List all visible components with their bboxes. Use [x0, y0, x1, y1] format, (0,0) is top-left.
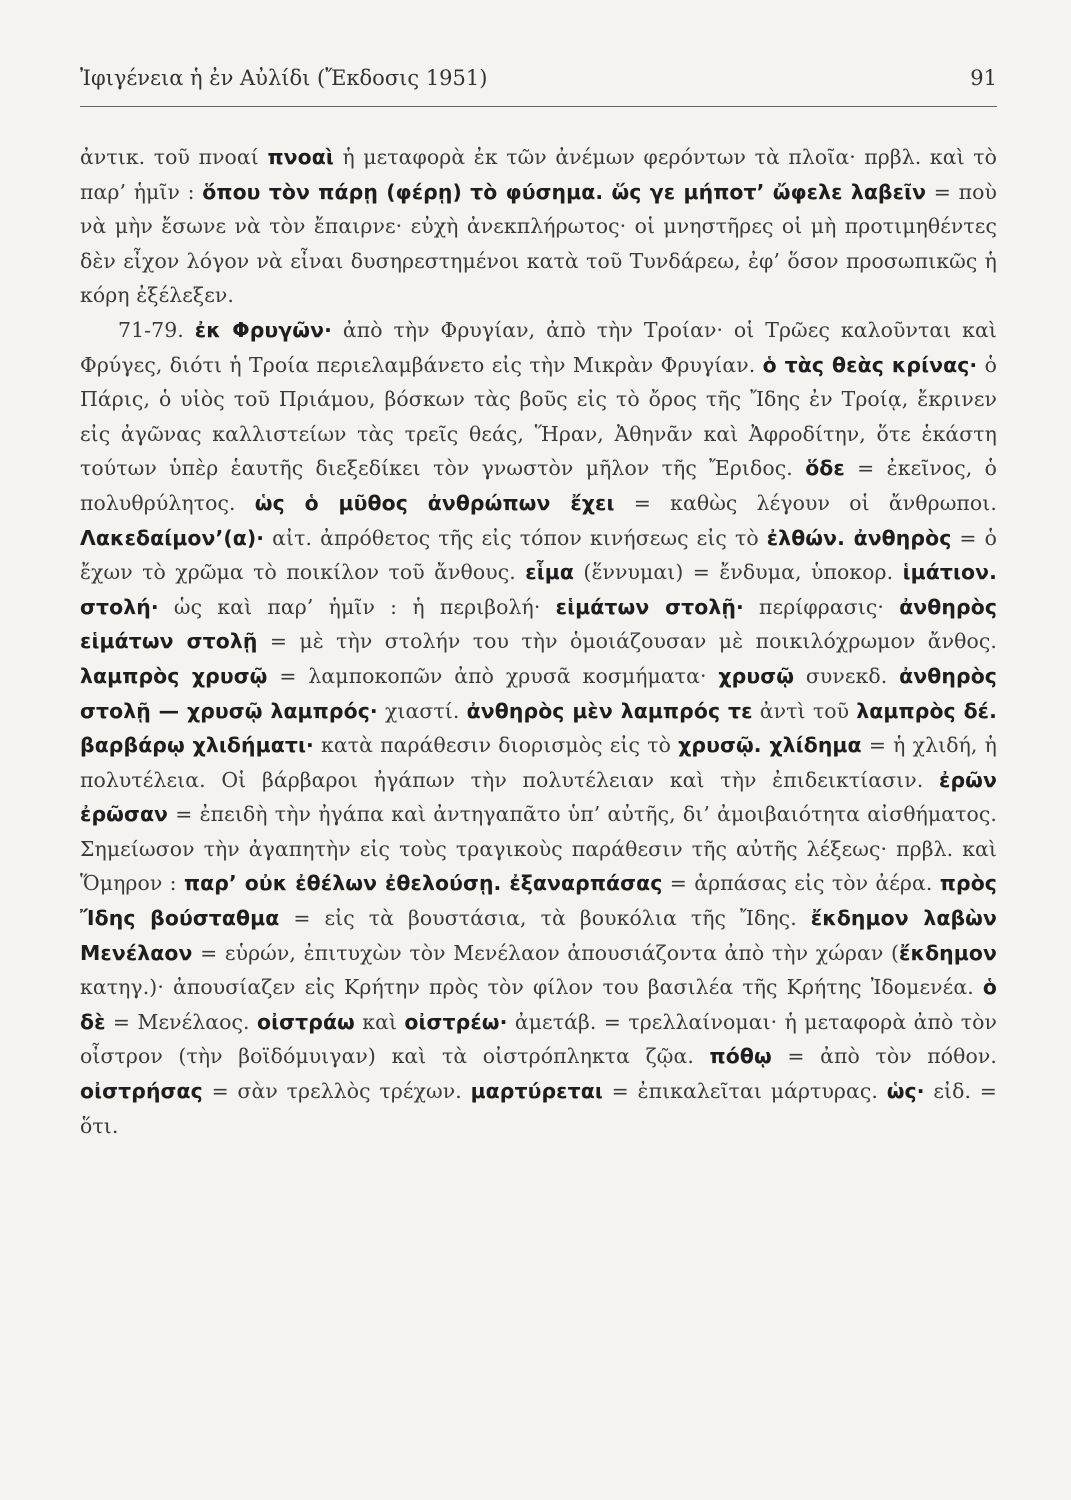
running-title: Ἰφιγένεια ἡ ἐν Αὐλίδι (Ἔκδοσις 1951) — [80, 66, 488, 90]
lemma: ἀνθηρὸς μὲν λαμπρός τε — [466, 698, 753, 723]
page-number: 91 — [970, 66, 997, 90]
lemma: ὡς· — [886, 1079, 925, 1104]
running-header — [80, 66, 997, 90]
lemma: χρυσῷ. χλίδημα — [678, 733, 862, 758]
lemma: παρ’ οὐκ ἐθέλων ἐθελούσῃ. ἐξαναρπάσας — [183, 871, 663, 896]
lemma: χρυσῷ — [718, 663, 795, 688]
lemma: οἰστρέω· — [404, 1009, 508, 1034]
lemma: εἱμάτων στολῇ· — [555, 594, 744, 619]
paragraph-2 — [80, 313, 997, 1143]
text-run: ἀντικ. τοῦ πνοαί — [80, 145, 268, 169]
text-run: ἀμετάβ. = τρελλαίνομαι· ἡ μεταφορὰ ἀπὸ τὸν οἶστρον (τὴν βοϊδόμυιγαν) καὶ τὰ οἰστρόπληκτα ζῷα. — [80, 1009, 997, 1069]
lemma: ἀνθηρὸς εἱμάτων στολῇ — [80, 594, 998, 654]
text-run: περίφρασις· — [743, 594, 900, 619]
text-run: καὶ — [354, 1009, 405, 1034]
text-run: αἰτ. ἀπρόθετος τῆς εἰς τόπον κινήσεως εἰς τὸ — [264, 525, 767, 550]
lemma: μαρτύρεται — [470, 1079, 603, 1104]
lemma: πόθῳ — [709, 1044, 772, 1069]
text-run: εἰδ. = ὅτι. — [80, 1079, 997, 1138]
text-run: 71-79. — [118, 317, 195, 342]
header-rule — [80, 106, 997, 107]
commentary-body — [80, 140, 997, 1143]
lemma: ἱμάτιον. στολή· — [80, 560, 997, 619]
text-run: ὁ Πάρις, ὁ υἱὸς τοῦ Πριάμου, βόσκων τὰς βοῦς εἰς τὸ ὄρος τῆς Ἴδης ἐν Τροίᾳ, ἔκρινεν εἰς ἀγῶνας καλλιστείων τὰς τρεῖς θεάς, Ἥραν, Ἀθηνᾶν καὶ Ἀφροδίτην, ὅτε ἑκάστη τούτων ὑπὲρ ἑαυτῆς διεξεδίκει τὸν γνωστὸν μῆλον τῆς Ἔριδος. — [80, 352, 997, 481]
lemma: ὡς ὁ μῦθος ἀνθρώπων ἔχει — [254, 490, 615, 515]
lemma: ὅπου τὸν πάρῃ (φέρῃ) τὸ φύσημα. ὥς γε μήποτ’ ὤφελε λαβεῖν — [202, 179, 927, 204]
lemma: οἰστρήσας — [80, 1079, 203, 1104]
text-run: = σὰν τρελλὸς τρέχων. — [202, 1079, 471, 1104]
text-run: = μὲ τὴν στολήν του τὴν ὁμοιάζουσαν μὲ ποικιλόχρωμον ἄνθος. — [257, 629, 997, 654]
lemma: πνοαὶ — [267, 145, 334, 169]
lemma: ἔκδημον — [899, 940, 997, 965]
lemma: ἀνθηρὸς στολῇ — χρυσῷ λαμπρός· — [80, 663, 997, 723]
lemma: ἐλθών. ἀνθηρὸς — [766, 525, 952, 550]
text-run: = καθὼς λέγουν οἱ ἄνθρωποι. — [614, 490, 997, 515]
text-run: συνεκδ. — [794, 663, 900, 688]
text-run: = ἡ χλιδή, ἡ πολυτέλεια. Οἱ βάρβαροι ἠγάπων τὴν πολυτέλειαν καὶ τὴν ἐπιδεικτίασιν. — [80, 733, 998, 792]
text-run: (ἕννυμαι) = ἔνδυμα, ὑποκορ. — [574, 560, 903, 585]
text-run: = ἐπειδὴ τὴν ἠγάπα καὶ ἀντηγαπᾶτο ὑπ’ αὐτῆς, δι’ ἀμοιβαιότητα αἰσθήματος. Σημείωσον τὴν ἀγαπητὴν εἰς τοὺς τραγικοὺς παράθεσιν τῆς αὐτῆς λέξεως· πρβλ. καὶ Ὅμηρον : — [80, 802, 997, 896]
lemma: ὅδε — [805, 456, 845, 481]
text-run: = εὑρών, ἐπιτυχὼν τὸν Μενέλαον ἀπουσιάζοντα ἀπὸ τὴν χώραν ( — [192, 940, 900, 965]
lemma: εἷμα — [525, 560, 575, 585]
lemma: ὁ τὰς θεὰς κρίνας· — [762, 352, 978, 377]
text-run: = λαμποκοπῶν ἀπὸ χρυσᾶ κοσμήματα· — [267, 663, 719, 688]
text-run: = ἁρπάσας εἰς τὸν ἀέρα. — [662, 871, 940, 896]
lemma: Λακεδαίμον’(α)· — [80, 525, 265, 550]
paragraph-1 — [80, 140, 997, 313]
text-run: = ποὺ νὰ μὴν ἔσωνε νὰ τὸν ἔπαιρνε· εὐχὴ ἀνεκπλήρωτος· οἱ μνηστῆρες οἱ μὴ προτιμηθέντες δὲν εἶχον λόγον νὰ εἶναι δυσηρεστημένοι κατὰ τοῦ Τυνδάρεω, ἐφ’ ὅσον προσωπικῶς ἡ κόρη ἐξέλεξεν. — [80, 179, 997, 308]
text-run: = ὁ ἔχων τὸ χρῶμα τὸ ποικίλον τοῦ ἄνθους. — [80, 525, 998, 585]
text-run: = Μενέλαος. — [105, 1009, 257, 1034]
text-run: κατηγ.)· ἀπουσίαζεν εἰς Κρήτην πρὸς τὸν φίλον του βασιλέα τῆς Κρήτης Ἰδομενέα. — [80, 975, 983, 1000]
lemma: οἰστράω — [257, 1009, 355, 1034]
text-run: ἀντὶ τοῦ — [752, 698, 857, 723]
lemma: πρὸς Ἴδης βούσταθμα — [80, 871, 997, 931]
text-run: ἀπὸ τὴν Φρυγίαν, ἀπὸ τὴν Τροίαν· οἱ Τρῶες καλοῦνται καὶ Φρύγες, διότι ἡ Τροία περιελαμβάνετο εἰς τὴν Μικρὰν Φρυγίαν. — [80, 317, 997, 377]
lemma: λαμπρὸς χρυσῷ — [80, 663, 268, 688]
lemma: ἐρῶν ἐρῶσαν — [80, 767, 997, 827]
lemma: ἔκδημον λαβὼν Μενέλαον — [80, 906, 997, 965]
lemma: ἐκ Φρυγῶν· — [194, 317, 332, 342]
text-run: ὡς καὶ παρ’ ἡμῖν : ἡ περιβολή· — [158, 594, 556, 619]
text-run: κατὰ παράθεσιν διορισμὸς εἰς τὸ — [313, 733, 679, 758]
text-run: ἡ μεταφορὰ ἐκ τῶν ἀνέμων φερόντων τὰ πλοῖα· πρβλ. καὶ τὸ παρ’ ἡμῖν : — [80, 145, 998, 204]
text-run: = ἐκεῖνος, ὁ πολυθρύλητος. — [80, 456, 997, 515]
text-run: = ἐπικαλεῖται μάρτυρας. — [602, 1079, 887, 1104]
text-run: = ἀπὸ τὸν πόθον. — [771, 1044, 998, 1069]
lemma: λαμπρὸς δέ. βαρβάρῳ χλιδήματι· — [80, 698, 997, 758]
lemma: ὁ δὲ — [80, 975, 997, 1034]
text-run: = εἰς τὰ βουστάσια, τὰ βουκόλια τῆς Ἴδης. — [279, 906, 811, 931]
text-run: χιαστί. — [377, 698, 467, 723]
